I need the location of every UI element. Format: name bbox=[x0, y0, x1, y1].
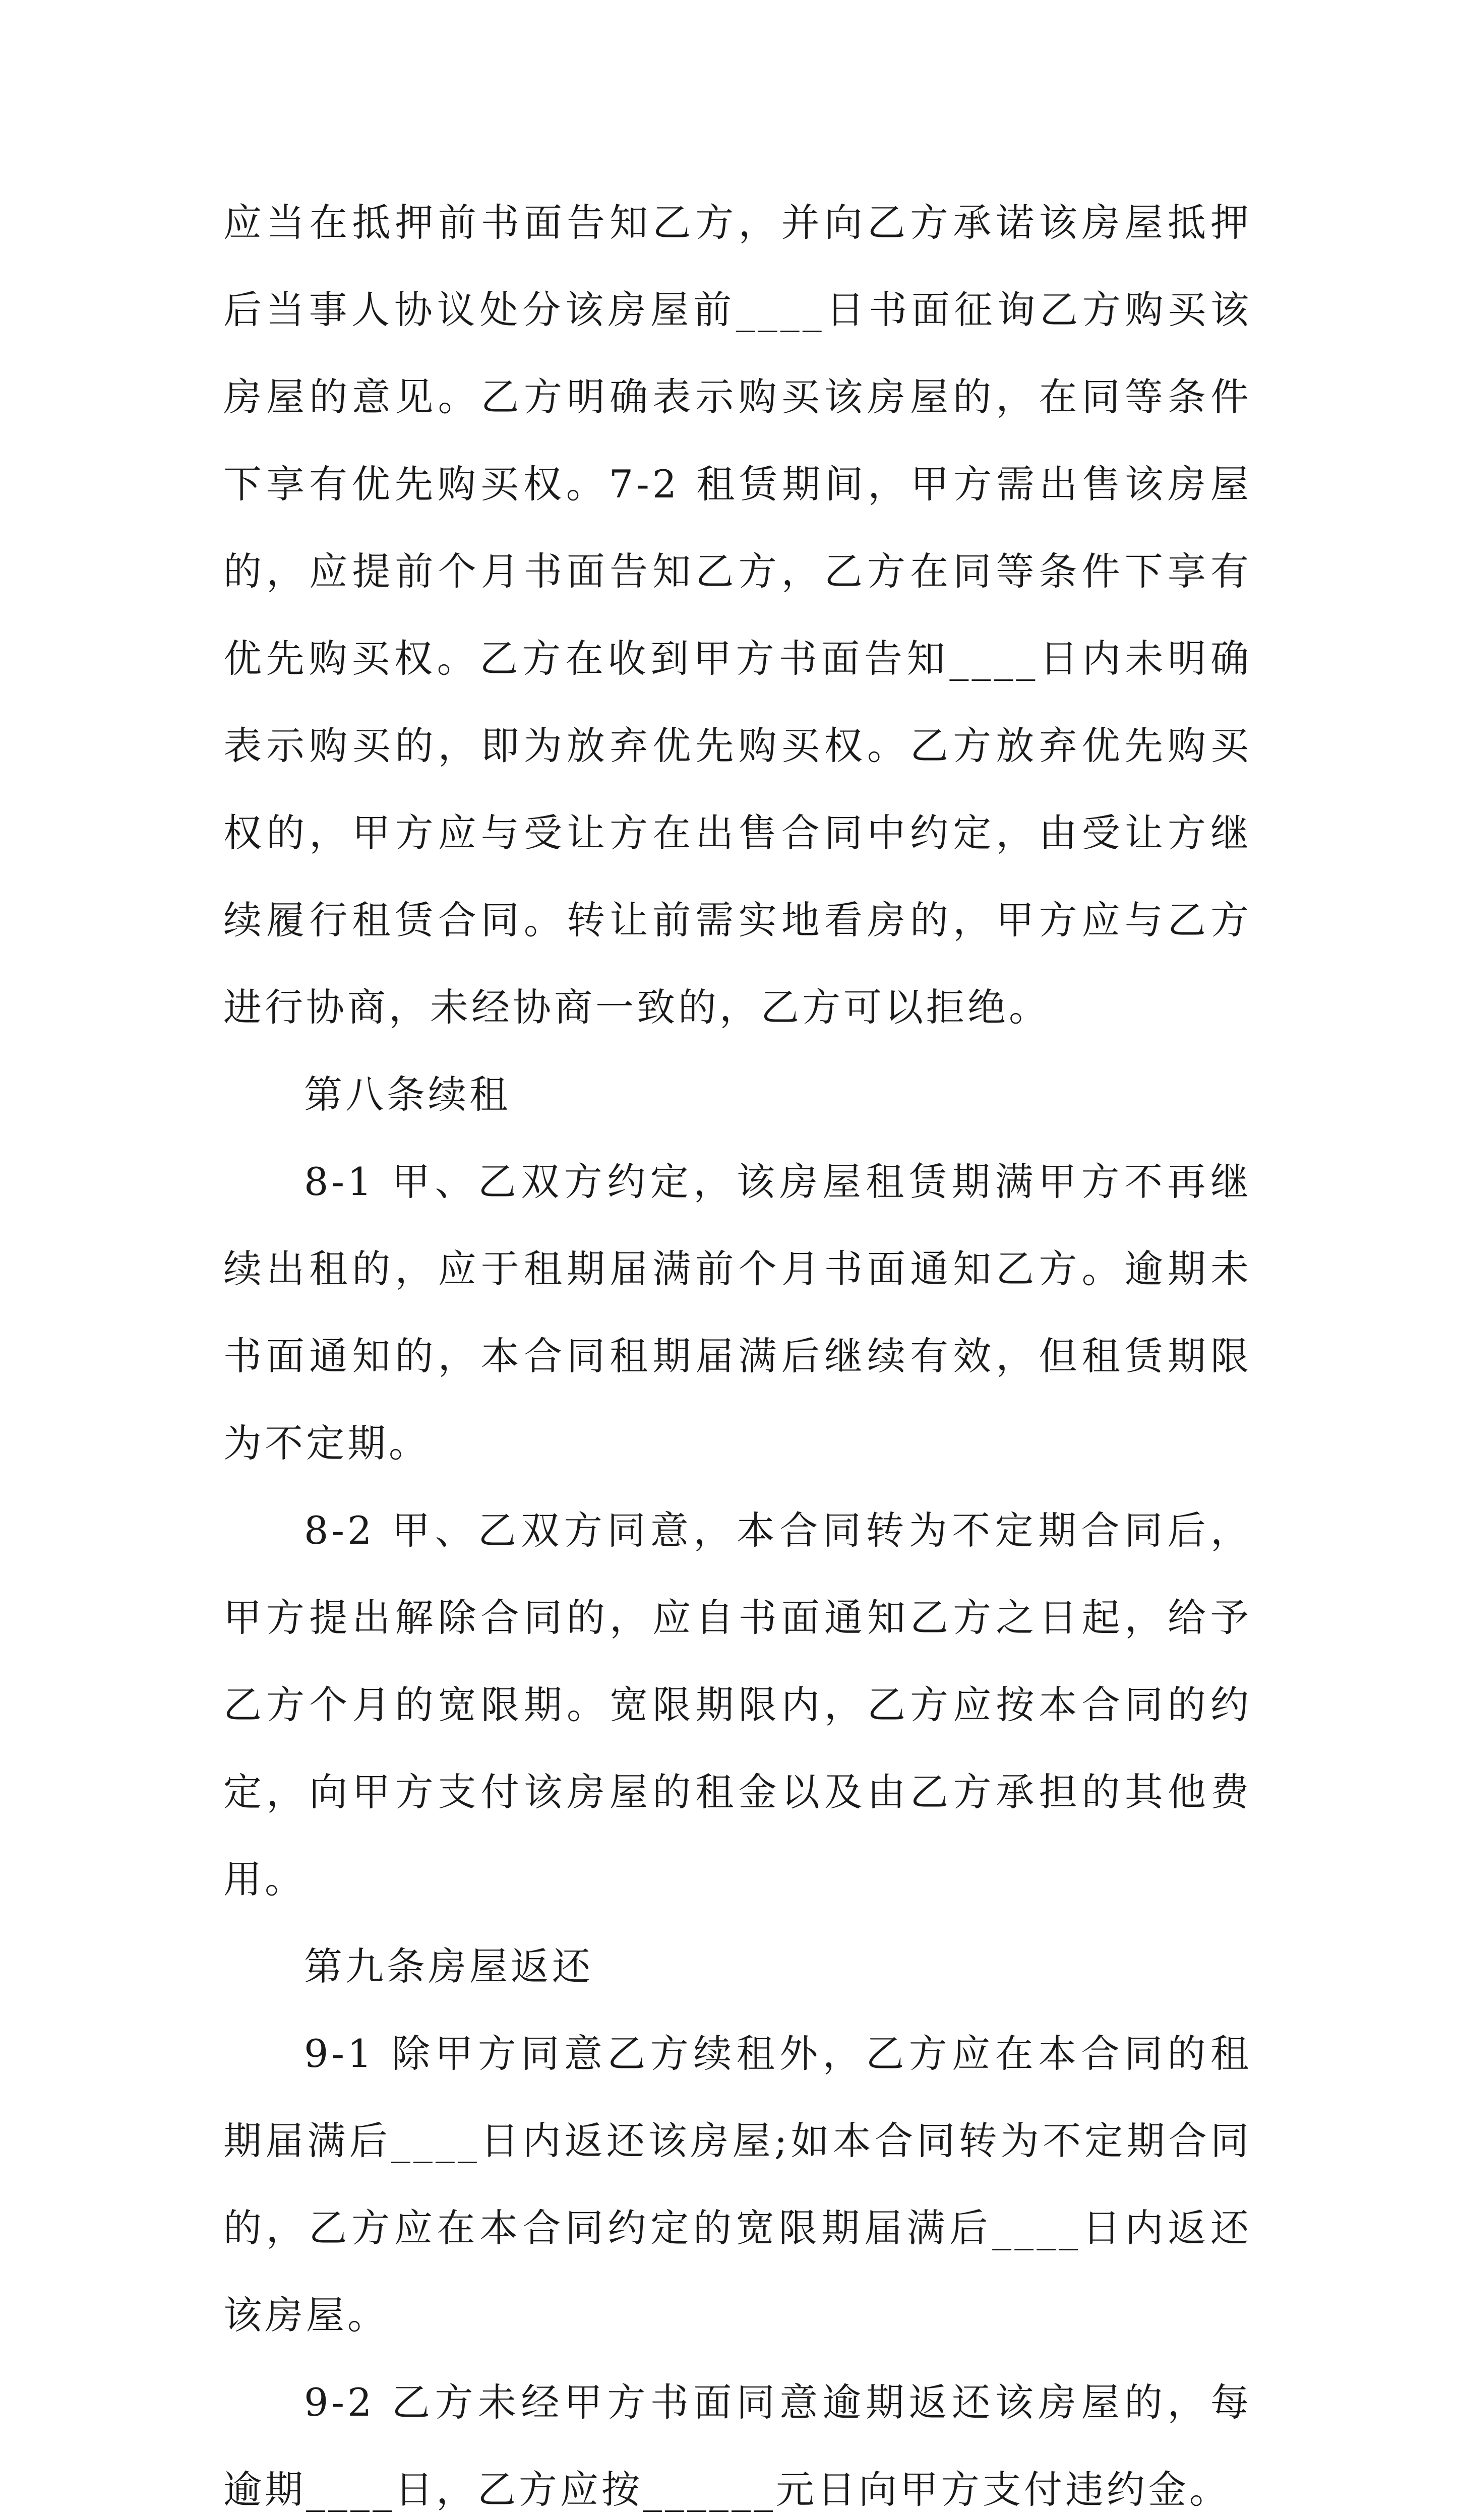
heading-article-9-return: 第九条房屋返还 bbox=[304, 1944, 593, 1989]
paragraph-9-2: 9-2 乙方未经甲方书面同意逾期返还该房屋的，每逾期____日，乙方应按______元日向甲方支付违约金。 bbox=[223, 2380, 1252, 2512]
paragraph-8-1: 8-1 甲、乙双方约定，该房屋租赁期满甲方不再继续出租的，应于租期届满前个月书面通知乙方。逾期未书面通知的，本合同租期届满后继续有效，但租赁期限为不定期。 bbox=[223, 1159, 1252, 1466]
paragraph-8-2: 8-2 甲、乙双方同意，本合同转为不定期合同后，甲方提出解除合同的，应自书面通知乙方之日起，给予乙方个月的宽限期。宽限期限内，乙方应按本合同的约定，向甲方支付该房屋的租金以及由乙方承担的其他费用。 bbox=[223, 1508, 1252, 1902]
paragraph-preemptive-purchase: 应当在抵押前书面告知乙方，并向乙方承诺该房屋抵押后当事人协议处分该房屋前____日书面征询乙方购买该房屋的意见。乙方明确表示购买该房屋的，在同等条件下享有优先购买权。7-2 租赁期间，甲方需出售该房屋的，应提前个月书面告知乙方，乙方在同等条件下享有优先购买权。乙方在收到甲方书面告知____日内未明确表示购买的，即为放弃优先购买权。乙方放弃优先购买权的，甲方应与受让方在出售合同中约定，由受让方继续履行租赁合同。转让前需实地看房的，甲方应与乙方进行协商，未经协商一致的，乙方可以拒绝。 bbox=[223, 200, 1252, 1030]
paragraph-9-1: 9-1 除甲方同意乙方续租外，乙方应在本合同的租期届满后____日内返还该房屋;如本合同转为不定期合同的，乙方应在本合同约定的宽限期届满后____日内返还该房屋。 bbox=[223, 2031, 1252, 2338]
document-body bbox=[223, 179, 1252, 2520]
heading-article-8-renewal: 第八条续租 bbox=[304, 1072, 511, 1117]
